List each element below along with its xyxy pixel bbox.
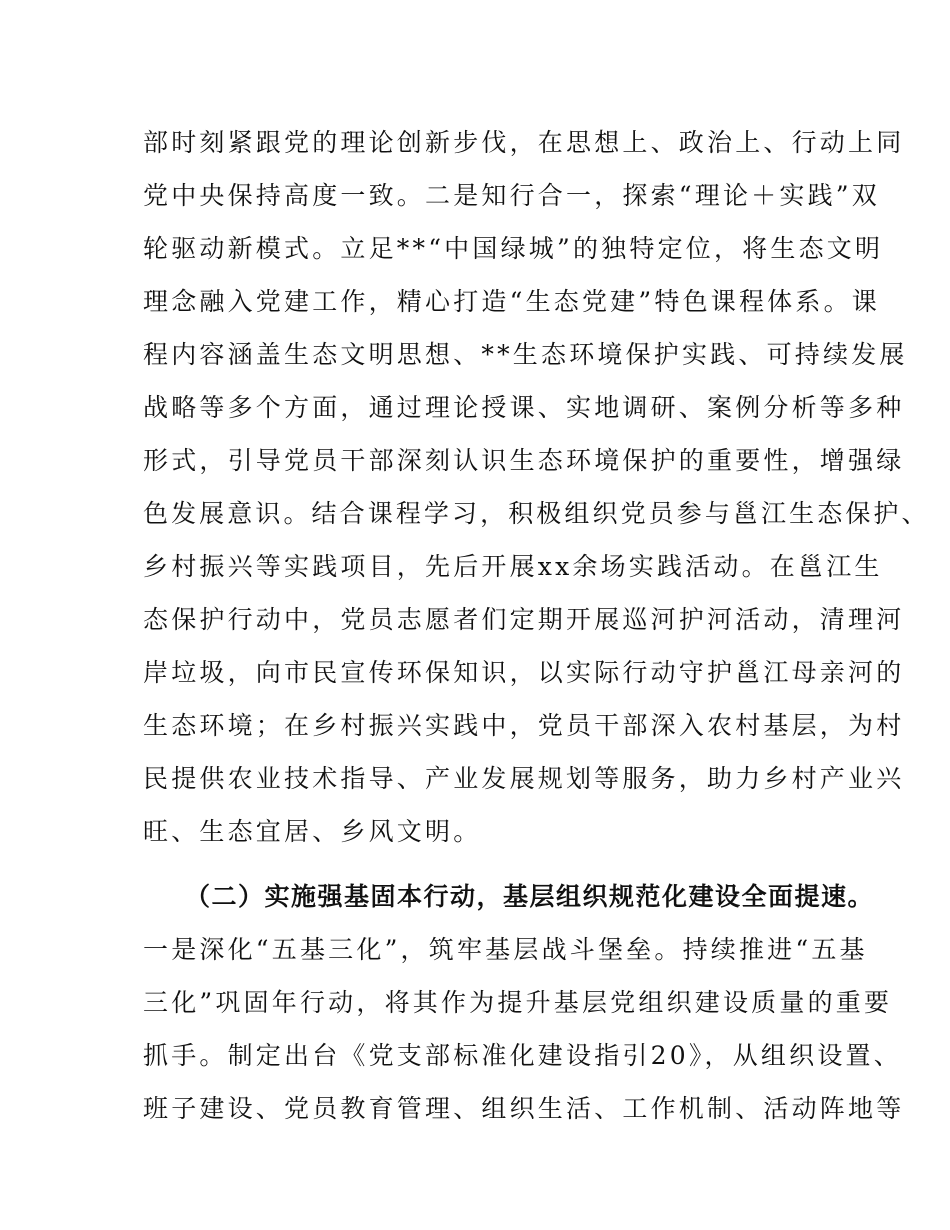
section-heading: （二）实施强基固本行动，基层组织规范化建设全面提速。	[185, 882, 875, 911]
text-line: 程内容涵盖生态文明思想、**生态环境保护实践、可持续发展	[143, 340, 908, 369]
text-line: 乡村振兴等实践项目，先后开展xx余场实践活动。在邕江生	[143, 552, 883, 581]
text-line: 轮驱动新模式。立足**“中国绿城”的独特定位，将生态文明	[143, 234, 884, 263]
text-line: 部时刻紧跟党的理论创新步伐，在思想上、政治上、行动上同	[143, 128, 905, 157]
text-line: 民提供农业技术指导、产业发展规划等服务，助力乡村产业兴	[143, 764, 905, 793]
text-line: 三化”巩固年行动，将其作为提升基层党组织建设质量的重要	[143, 988, 893, 1017]
text-line: 战略等多个方面，通过理论授课、实地调研、案例分析等多种	[143, 393, 905, 422]
text-line: 理念融入党建工作，精心打造“生态党建”特色课程体系。课	[143, 287, 880, 316]
text-line: 岸垃圾，向市民宣传环保知识，以实际行动守护邕江母亲河的	[143, 658, 905, 687]
text-line: 态保护行动中，党员志愿者们定期开展巡河护河活动，清理河	[143, 605, 905, 634]
text-line: 色发展意识。结合课程学习，积极组织党员参与邕江生态保护、	[143, 499, 930, 528]
text-line: 旺、生态宜居、乡风文明。	[143, 817, 482, 846]
text-line: 抓手。制定出台《党支部标准化建设指引20》，从组织设置、	[143, 1041, 902, 1070]
text-line: 一是深化“五基三化”，筑牢基层战斗堡垒。持续推进“五基	[143, 935, 868, 964]
text-line: 党中央保持高度一致。二是知行合一，探索“理论＋实践”双	[143, 181, 880, 210]
text-line: 形式，引导党员干部深刻认识生态环境保护的重要性，增强绿	[143, 446, 905, 475]
text-line: 班子建设、党员教育管理、组织生活、工作机制、活动阵地等	[143, 1094, 905, 1123]
text-line: 生态环境；在乡村振兴实践中，党员干部深入农村基层，为村	[143, 711, 905, 740]
